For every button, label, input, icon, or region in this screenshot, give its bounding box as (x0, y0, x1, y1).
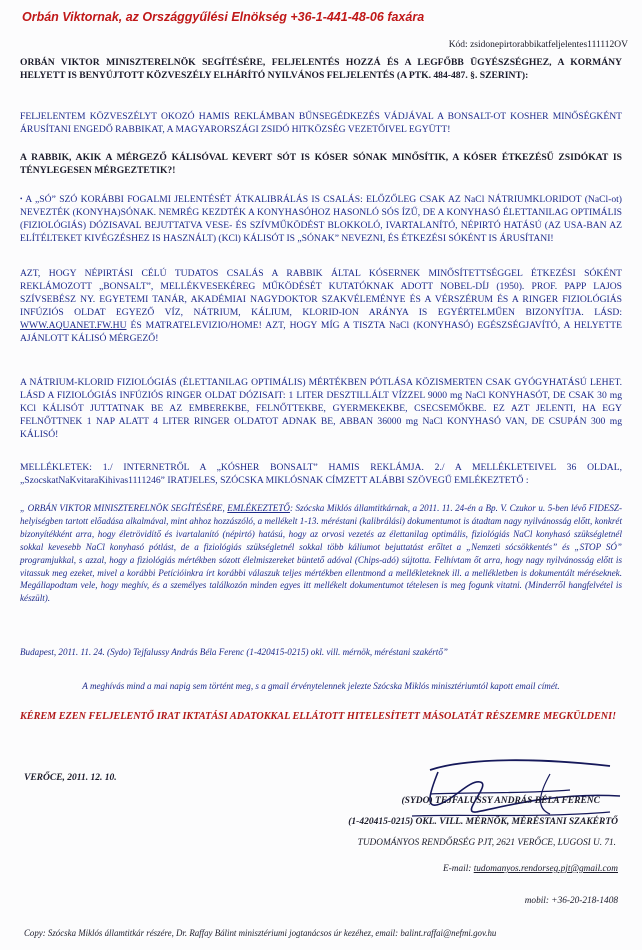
note-invitation: A meghívás mind a mai napig sem történt meg, s a gmail érvénytelennek jelezte Szócska Miklós minisztériumtól kapott email címét. (82, 681, 560, 691)
paragraph-attachments: MELLÉKLETEK: 1./ INTERNETRŐL A „KÓSHER BONSALT” HAMIS REKLÁMJA. 2./ A MELLÉKLETEIVEL 36 OLDAL, „SzocskatNaKvitaraKihivas1111246” IRATJELES, SZÓCSKA MIKLÓSNAK CÍMZETT ALÁBBI SZÖVEGŰ EMLÉKEZTETŐ : (20, 462, 622, 486)
memo-signature: Budapest, 2011. 11. 24. (Sydo) Tejfalussy András Béla Ferenc (1-420415-0215) okl. vill. mérnök, méréstani szakértő” (20, 647, 448, 657)
handwritten-signature (400, 752, 630, 824)
aquanet-link[interactable]: WWW.AQUANET.FW.HU (20, 320, 127, 331)
email-link[interactable]: tudomanyos.rendorseg.pjt@gmail.com (473, 864, 618, 874)
memo-quote: „ ORBÁN VIKTOR MINISZTERELNÖK SEGÍTÉSÉRE, EMLÉKEZTETŐ: Szócska Miklós államtitkárnak, a 2011. 11. 24-én a Bp. V. Czukor u. 5-ben lévő FIDESZ-helyiségben tartott előadása alkalmával, mint ahhoz hozzászóló, a mellékelt 1-13. méréstani (kalibrálási) dokumentumot is átadtam nagy nyilvánosság előtt, konkrét bizonyítékként arra, hogy életrövidítő és ivartalanító (népirtó) hatású, hogy az orvosi vezetés az élettanilag optimális, fiziológiás NaCl konyhasó szükségletnél sokkal kevesebb NaCl konyhasó pótlást, de a fiziológiás szükségletnél sokkal több káliumot bejuttatást erőltet a „Nemzeti sócsökkentés” és „STOP SÓ” programjukkal, s azzal, hogy a fiziológiás mértékben sózott élelmiszereket büntető adóval (Chips-adó) sújtotta. Felhívtam őt arra, hogy nagy nyilvánosság előtt is vitassuk meg ezeket, mivel a korábbi Petícióinkra írt korábbi válaszuk teljes mértékben ellentmond a mellékleteknek ill. a mellékletben is dokumentált méréseknek. Megállapodtam vele, hogy meghív, és a személyes találkozón minden egyes itt mellékelt dokumentumot tételesen is meg fogunk vitatni. (Minderről hangfelvétel is készült). (20, 503, 622, 604)
fax-header: Orbán Viktornak, az Országgyűlési Elnökség +36-1-441-48-06 faxára (22, 10, 425, 24)
paragraph-salt-definition: • A „SÓ” SZÓ KORÁBBI FOGALMI JELENTÉSÉT ÁTKALIBRÁLÁS IS CSALÁS: ELŐZŐLEG CSAK AZ NaCl NÁTRIUMKLORIDOT (NaCl-ot) NEVEZTÉK (KONYHA)SÓNAK. NEMRÉG KEZDTÉK A KONYHASÓHOZ HASONLÓ SÓS ÍZŰ, DE A KONYHASÓ ÉLETTANILAG OPTIMÁLIS (FIZIOLÓGIÁS) DÓZISAVAL BEJUTTATVA VESE- ÉS SZÍVMŰKÖDÉST BLOKKOLÓ, IVARTALANÍTÓ, NÉPIRTÓ HATÁSÚ (AZ USA-BAN AZ ELÍTÉLTEKET KIVÉGZÉSHEZ IS HASZNÁLT) (KCl) KÁLISÓT IS „SÓNAK” NEVEZNI, ÉS ÉTKEZÉSI SÓKÉNT IS ÁRUSÍTANI! (20, 194, 622, 244)
bullet: • (20, 195, 23, 203)
paragraph-rabbis: A RABBIK, AKIK A MÉRGEZŐ KÁLISÓVAL KEVERT SÓT IS KÓSER SÓNAK MINŐSÍTIK, A KÓSER ÉTKEZÉSŰ ZSIDÓKAT IS TÉNYLEGESEN MÉRGEZTETIK?! (20, 152, 622, 176)
document-title: ORBÁN VIKTOR MINISZTERELNÖK SEGÍTÉSÉRE, FELJELENTÉS HOZZÁ ÉS A LEGFŐBB ÜGYÉSZSÉGHEZ, A KORMÁNY HELYETT IS BENYÚJTOTT KÖZVESZÉLY ELHÁRÍTÓ NYILVÁNOS FELJELENTÉS (A PTK. 484-487. §. SZERINT): (20, 57, 622, 81)
signer-name: (SYDO) TEJFALUSSY ANDRÁS BÉLA FERENC (401, 796, 600, 806)
request-copy: KÉREM EZEN FELJELENTŐ IRAT IKTATÁSI ADATOKKAL ELLÁTOTT HITELESÍTETT MÁSOLATÁT RÉSZEMRE MEGKÜLDENI! (20, 711, 617, 722)
signer-address: TUDOMÁNYOS RENDŐRSÉG PJT, 2621 VERŐCE, LUGOSI U. 71. (357, 838, 616, 848)
paragraph-ringer: A NÁTRIUM-KLORID FIZIOLÓGIÁS (ÉLETTANILAG OPTIMÁLIS) MÉRTÉKBEN PÓTLÁSA KÖZISMERTEN CSAK GYÓGYHATÁSÚ LEHET. LÁSD A FIZIOLÓGIÁS INFÚZIÓS RINGER OLDAT DÓZISAIT: 1 LITER DESZTILLÁLT VÍZZEL 9000 mg NaCl KONYHASÓT, DE CSAK 30 mg KCl KÁLISÓT JUTTATNAK BE AZ EMBEREKBE, FELNŐTTEKBE, GYERMEKEKBE, CSECSEMŐKBE. EZ AZT JELENTI, HA EGY FELNŐTTNEK 1 NAP ALATT 4 LITER RINGER OLDATOT ADNAK BE, ABBAN 36000 mg NaCl KONYHASÓ VAN, DE CSUPÁN 300 mg KÁLISÓ! (20, 377, 622, 440)
document-code: Kód: zsidonepirtorabbikatfeljelentes111112OV (448, 40, 628, 50)
copy-line: Copy: Szócska Miklós államtitkár részére, Dr. Raffay Bálint minisztériumi jogtanácsos úr kezéhez, email: balint.raffai@nefmi.gov.hu (24, 928, 497, 938)
mobile-line: mobil: +36-20-218-1408 (524, 896, 618, 906)
email-line: E-mail: tudomanyos.rendorseg.pjt@gmail.com (442, 864, 618, 874)
signer-title: (1-420415-0215) OKL. VILL. MÉRNÖK, MÉRÉSTANI SZAKÉRTŐ (348, 817, 618, 827)
place-date: VERŐCE, 2011. 12. 10. (24, 773, 117, 783)
paragraph-accusation: FELJELENTEM KÖZVESZÉLYT OKOZÓ HAMIS REKLÁMBAN BŰNSEGÉDKEZÉS VÁDJÁVAL A BONSALT-OT KOSHER MINŐSÉGKÉNT ÁRUSÍTANI ENGEDŐ RABBIKAT, A MAGYARORSZÁGI ZSIDÓ HITKÖZSÉG VEZETŐIVEL EGYÜTT! (20, 111, 622, 135)
paragraph-bonsalt: AZT, HOGY NÉPIRTÁSI CÉLÚ TUDATOS CSALÁS A RABBIK ÁLTAL KÓSERNEK MINŐSÍTETTSÉGGEL ÉTKEZÉSI SÓKÉNT REKLÁMOZOTT „BONSALT”, MELLÉKVESEKÉREG MŰKÖDÉSÉT KUTATÓKNAK ADOTT NOBEL-DÍJ (1950). PROF. PAPP LAJOS SZÍVSEBÉSZ NY. EGYETEMI TANÁR, AKADÉMIAI NAGYDOKTOR SZAKVÉLEMÉNYE ÉS A VÉRSZÉRUM ÉS A RINGER FIZIOLÓGIÁS INFÚZIÓS OLDAT EGYEZŐ VÍZ, NÁTRIUM, KÁLIUM, KLORID-ION ARÁNYA IS EGYÉRTELMŰEN BIZONYÍTJA. LÁSD: WWW.AQUANET.FW.HU ÉS MATRATELEVIZIO/HOME! AZT, HOGY MÍG A TISZTA NaCl (KONYHASÓ) EGÉSZSÉGJAVÍTÓ, A HELYETTE AJÁNLOTT KÁLISÓ MÉRGEZŐ! (20, 268, 622, 344)
